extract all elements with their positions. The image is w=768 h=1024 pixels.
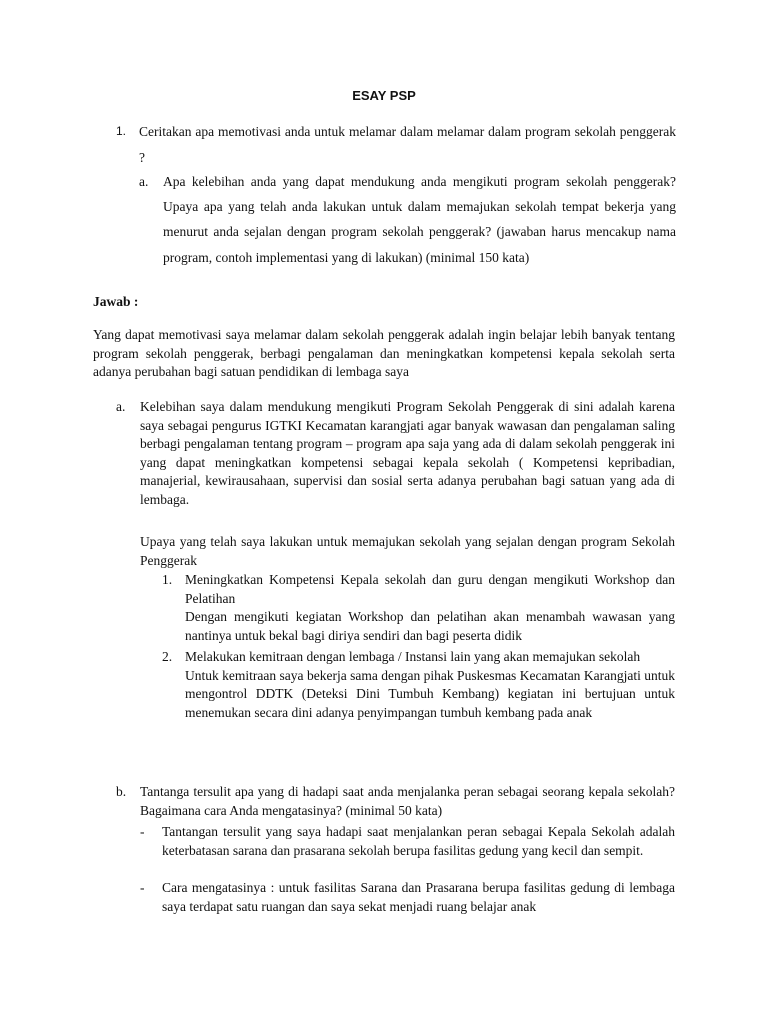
question-1-sub-a-label: a.: [139, 174, 149, 189]
answer-a-label: a.: [116, 399, 126, 414]
bullet-text: Tantangan tersulit yang saya hadapi saat menjalankan peran sebagai Kepala Sekolah adalah keterbatasan sarana dan prasarana sekolah berupa fasilitas gedung yang kecil dan sempit.: [162, 824, 675, 858]
list-item: [162, 571, 675, 645]
document-title: ESAY PSP: [352, 88, 416, 103]
list-item-title: Meningkatkan Kompetensi Kepala sekolah dan guru dengan mengikuti Workshop dan Pelatihan: [185, 572, 675, 606]
answer-a-text: Kelebihan saya dalam mendukung mengikuti Program Sekolah Penggerak di sini adalah karena saya sebagai pengurus IGTKI Kecamatan karangjati agar banyak wawasan dan pengalaman saling berbagi pengalaman tentang program – program apa saja yang ada di dalam sekolah penggerak ini yang dapat meningkatkan kompetensi sebagai kepala sekolah ( Kompetensi kepribadian, manajerial, kewirausahaan, supervisi dan sosial serta adanya perubahan bagi satuan yang ada di lembaga.: [140, 399, 675, 507]
answer-intro: Yang dapat memotivasi saya melamar dalam sekolah penggerak adalah ingin belajar lebih banyak tentang program sekolah penggerak, berbagi pengalaman dan meningkatkan kompetensi kepala sekolah serta adanya perubahan bagi satuan pendidikan di lembaga saya: [93, 327, 675, 379]
answer-b: [116, 783, 675, 820]
question-1: [116, 119, 676, 170]
list-item-detail: Untuk kemitraan saya bekerja sama dengan pihak Puskesmas Kecamatan Karangjati untuk mengontrol DDTK (Deteksi Dini Tumbuh Kembang) kegiatan ini bertujuan untuk menemukan secara dini adanya penyimpangan tumbuh kembang pada anak: [185, 667, 675, 720]
list-item-number: 2.: [162, 649, 173, 664]
answer-heading: Jawab :: [93, 294, 139, 309]
bullet-text: Cara mengatasinya : untuk fasilitas Sarana dan Prasarana berupa fasilitas gedung di lembaga saya terdapat satu ruangan dan saya sekat menjadi ruang belajar anak: [162, 880, 675, 914]
list-item-number: 1.: [162, 572, 173, 587]
bullet-item: [140, 823, 675, 860]
bullet-dash: -: [140, 880, 145, 895]
list-item-title: Melakukan kemitraan dengan lembaga / Instansi lain yang akan memajukan sekolah: [185, 649, 641, 664]
answer-a: [116, 398, 675, 509]
bullet-dash: -: [140, 824, 145, 839]
answer-b-text: Tantanga tersulit apa yang di hadapi saat anda menjalanka peran sebagai seorang kepala sekolah? Bagaimana cara Anda mengatasinya? (minimal 50 kata): [140, 784, 675, 818]
answer-b-label: b.: [116, 784, 127, 799]
question-1-number: 1.: [116, 124, 127, 138]
list-item-detail: Dengan mengikuti kegiatan Workshop dan pelatihan akan menambah wawasan yang nantinya untuk bekal bagi diriya sendiri dan bagi peserta didik: [185, 609, 675, 643]
question-1-text: Ceritakan apa memotivasi anda untuk melamar dalam melamar dalam program sekolah penggerak ?: [139, 124, 676, 165]
list-item: [162, 648, 675, 722]
question-1-sub-a: [139, 169, 676, 270]
upaya-intro: Upaya yang telah saya lakukan untuk memajukan sekolah yang sejalan dengan program Sekolah Penggerak: [140, 534, 675, 568]
bullet-item: [140, 879, 675, 916]
question-1-sub-a-text: Apa kelebihan anda yang dapat mendukung anda mengikuti program sekolah penggerak? Upaya apa yang telah anda lakukan untuk dalam memajukan sekolah tempat bekerja yang menurut anda sejalan dengan program sekolah penggerak? (jawaban harus mencakup nama program, contoh implementasi yang di lakukan) (minimal 150 kata): [163, 174, 676, 265]
